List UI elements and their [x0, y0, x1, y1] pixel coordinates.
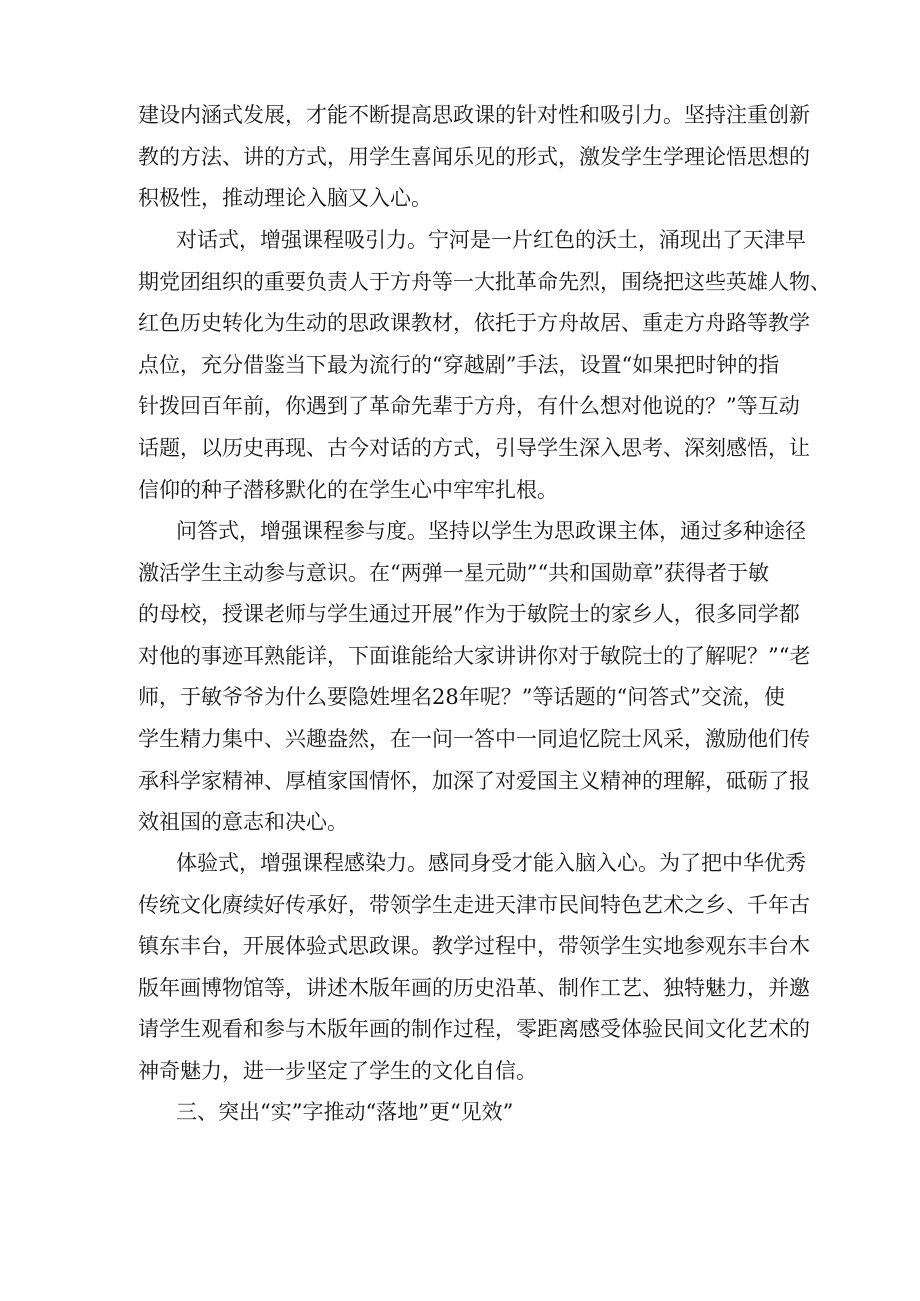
- section-heading: [138, 1092, 513, 1134]
- text-line: 点位，充分借鉴当下最为流行的“穿越剧”手法，设置“如果把时钟的指: [138, 352, 780, 377]
- text-line: 教的方法、讲的方式，用学生喜闻乐见的形式，激发学生学理论悟思想的: [138, 144, 810, 169]
- text-line: 请学生观看和参与木版年画的制作过程，零距离感受体验民间文化艺术的: [138, 1017, 810, 1042]
- heading-line: 三、突出“实”字推动“落地”更“见效”: [176, 1100, 514, 1124]
- text-line-first: 问答式，增强课程参与度。坚持以学生为思政课主体，通过多种途径: [176, 519, 806, 543]
- text-line: 期党团组织的重要负责人于方舟等一大批革命先烈，围绕把这些英雄人物、: [138, 269, 831, 294]
- text-line: 学生精力集中、兴趣盎然，在一问一答中一同追忆院士风采，激励他们传: [138, 726, 810, 751]
- text-line: 红色历史转化为生动的思政课教材，依托于方舟故居、重走方舟路等教学: [138, 311, 810, 336]
- text-line: 传统文化赓续好传承好，带领学生走进天津市民间特色艺术之乡、千年古: [138, 892, 810, 917]
- text-line: 针拨回百年前，你遇到了革命先辈于方舟，有什么想对他说的？”等互动: [138, 394, 800, 419]
- text-line: 对他的事迹耳熟能详，下面谁能给大家讲讲你对于敏院士的了解呢？”“老: [138, 643, 811, 668]
- text-line: 效祖国的意志和决心。: [138, 810, 348, 835]
- text-line: 承科学家精神、厚植家国情怀，加深了对爱国主义精神的理解，砥砺了报: [138, 768, 810, 793]
- text-line: 话题，以历史再现、古今对话的方式，引导学生深入思考、深刻感悟，让: [138, 435, 810, 460]
- text-line-first: 体验式，增强课程感染力。感同身受才能入脑入心。为了把中华优秀: [176, 851, 806, 875]
- text-line-first: 对话式，增强课程吸引力。宁河是一片红色的沃土，涌现出了天津早: [176, 228, 806, 252]
- paragraph-intro-continuation: [138, 95, 810, 220]
- text-line: 师，于敏爷爷为什么要隐姓埋名28年呢？”等话题的“问答式”交流，使: [138, 685, 785, 710]
- text-line: 版年画博物馆等，讲述木版年画的历史沿革、制作工艺、独特魅力，并邀: [138, 975, 810, 1000]
- text-line: 信仰的种子潜移默化的在学生心中牢牢扎根。: [138, 477, 558, 502]
- text-line: 建设内涵式发展，才能不断提高思政课的针对性和吸引力。坚持注重创新: [138, 103, 810, 127]
- text-line: 镇东丰台，开展体验式思政课。教学过程中，带领学生实地参观东丰台木: [138, 934, 810, 959]
- text-line: 积极性，推动理论入脑又入心。: [138, 186, 432, 211]
- paragraph-qa-style: [138, 511, 810, 844]
- text-line: 神奇魅力，进一步坚定了学生的文化自信。: [138, 1058, 537, 1083]
- text-line: 激活学生主动参与意识。在“两弹一星元勋”“共和国勋章”获得者于敏: [138, 560, 769, 585]
- text-line: 的母校，授课老师与学生通过开展”作为于敏院士的家乡人，很多同学都: [138, 602, 800, 627]
- paragraph-dialogue-style: [138, 220, 831, 511]
- paragraph-experience-style: [138, 843, 810, 1093]
